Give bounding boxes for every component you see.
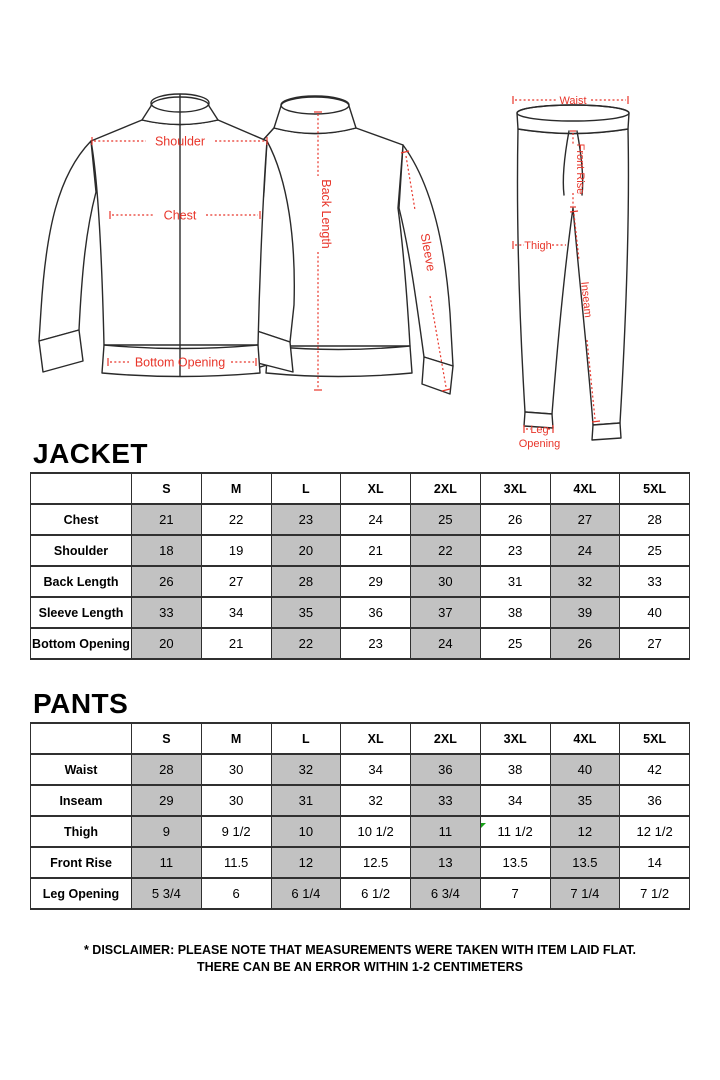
measurement-row xyxy=(31,847,690,878)
measurement-value-cell: 12.5 xyxy=(341,847,411,878)
measurement-value-cell: 11 xyxy=(411,816,481,847)
disclaimer-line-1: * DISCLAIMER: PLEASE NOTE THAT MEASUREMENTS WERE TAKEN WITH ITEM LAID FLAT. xyxy=(83,943,637,957)
measurement-row-label: Inseam xyxy=(31,785,132,816)
measurement-value-cell: 33 xyxy=(620,566,690,597)
disclaimer-line-2: THERE CAN BE AN ERROR WITHIN 1-2 CENTIMETERS xyxy=(197,960,523,974)
measurement-value-cell: 25 xyxy=(480,628,550,659)
measurement-value-cell: 42 xyxy=(620,754,690,785)
measurement-value-cell: 21 xyxy=(201,628,271,659)
measurement-row xyxy=(31,754,690,785)
front-left-sleeve xyxy=(39,141,96,341)
measurement-value-cell: 30 xyxy=(411,566,481,597)
measurement-row-label: Shoulder xyxy=(31,535,132,566)
measurement-value-cell: 26 xyxy=(480,504,550,535)
measurement-value-cell: 36 xyxy=(411,754,481,785)
measurement-row xyxy=(31,878,690,909)
measurement-row-label: Chest xyxy=(31,504,132,535)
corner-header-cell xyxy=(31,723,132,754)
measurement-value-cell: 24 xyxy=(550,535,620,566)
measurement-value-cell: 30 xyxy=(201,754,271,785)
measurement-value-cell: 29 xyxy=(132,785,202,816)
measurement-value-cell: 12 1/2 xyxy=(620,816,690,847)
shoulder-measure-label: Shoulder xyxy=(154,134,206,149)
measurement-row-label: Front Rise xyxy=(31,847,132,878)
measurement-value-cell: 12 xyxy=(550,816,620,847)
pants-section-title: PANTS xyxy=(33,688,129,719)
measurement-value-cell: 5 3/4 xyxy=(132,878,202,909)
measurement-row-label: Sleeve Length xyxy=(31,597,132,628)
measurement-value-cell: 35 xyxy=(271,597,341,628)
measurement-value-cell: 10 xyxy=(271,816,341,847)
measurement-value-cell: 12 xyxy=(271,847,341,878)
inseam-measure-label: Inseam xyxy=(578,281,594,319)
corner-header-cell xyxy=(31,473,132,504)
measurement-row xyxy=(31,566,690,597)
size-column-header: L xyxy=(271,723,341,754)
measurement-value-cell: 28 xyxy=(132,754,202,785)
size-column-header: 4XL xyxy=(550,473,620,504)
measurement-value-cell: 9 1/2 xyxy=(201,816,271,847)
measurement-value-cell: 7 1/2 xyxy=(620,878,690,909)
measurement-value-cell: 14 xyxy=(620,847,690,878)
size-column-header: 3XL xyxy=(480,473,550,504)
measurement-value-cell: 27 xyxy=(201,566,271,597)
measurement-value-cell: 11 xyxy=(132,847,202,878)
size-column-header: M xyxy=(201,473,271,504)
size-column-header: 4XL xyxy=(550,723,620,754)
measurement-value-cell: 28 xyxy=(271,566,341,597)
measurement-value-cell: 20 xyxy=(271,535,341,566)
measurement-value-cell: 13 xyxy=(411,847,481,878)
measurement-value-cell: 32 xyxy=(271,754,341,785)
leg-opening-label-line1: Leg xyxy=(530,424,549,436)
jacket-size-table xyxy=(30,472,690,660)
measurement-value-cell: 23 xyxy=(271,504,341,535)
measurement-value-cell: 38 xyxy=(480,597,550,628)
measurement-value-cell: 26 xyxy=(550,628,620,659)
measurement-value-cell: 40 xyxy=(620,597,690,628)
measurement-value-cell: 7 1/4 xyxy=(550,878,620,909)
measurement-row xyxy=(31,816,690,847)
waist-measure-label: Waist xyxy=(559,95,587,107)
measurement-value-cell: 10 1/2 xyxy=(341,816,411,847)
measurement-value-cell: 21 xyxy=(341,535,411,566)
measurement-row xyxy=(31,785,690,816)
disclaimer-text xyxy=(0,942,720,976)
back-length-measure-label: Back Length xyxy=(319,179,333,249)
measurement-value-cell: 6 xyxy=(201,878,271,909)
measurement-value-cell: 34 xyxy=(341,754,411,785)
green-artifact-marker xyxy=(481,823,486,828)
size-header-row xyxy=(31,723,690,754)
front-body xyxy=(91,120,267,345)
measurement-value-cell: 21 xyxy=(132,504,202,535)
measurement-value-cell: 24 xyxy=(411,628,481,659)
measurement-row-label: Back Length xyxy=(31,566,132,597)
size-column-header: 3XL xyxy=(480,723,550,754)
sleeve-measure-label: Sleeve xyxy=(417,232,439,273)
measurement-value-cell: 11.5 xyxy=(201,847,271,878)
measurement-value-cell: 31 xyxy=(480,566,550,597)
pants-diagram xyxy=(500,88,660,458)
measurement-value-cell: 6 1/4 xyxy=(271,878,341,909)
measurement-value-cell: 27 xyxy=(550,504,620,535)
chest-measure-label: Chest xyxy=(163,208,197,223)
measurement-value-cell: 22 xyxy=(271,628,341,659)
jacket-section-title: JACKET xyxy=(33,438,149,469)
measurement-value-cell: 24 xyxy=(341,504,411,535)
jacket-front-diagram xyxy=(38,80,303,390)
measurement-value-cell: 33 xyxy=(132,597,202,628)
measurement-value-cell: 32 xyxy=(341,785,411,816)
measurement-row-label: Bottom Opening xyxy=(31,628,132,659)
leg-opening-label-line2: Opening xyxy=(518,438,561,450)
measurement-value-cell: 6 1/2 xyxy=(341,878,411,909)
size-column-header: M xyxy=(201,723,271,754)
pants-right-cuff xyxy=(592,423,621,440)
measurement-value-cell: 27 xyxy=(620,628,690,659)
size-column-header: 5XL xyxy=(620,723,690,754)
pants-legs xyxy=(517,129,628,425)
measurement-value-cell: 20 xyxy=(132,628,202,659)
measurement-row xyxy=(31,504,690,535)
measurement-value-cell: 25 xyxy=(411,504,481,535)
measurement-row-label: Thigh xyxy=(31,816,132,847)
measurement-value-cell: 36 xyxy=(620,785,690,816)
size-column-header: S xyxy=(132,473,202,504)
measurement-row xyxy=(31,628,690,659)
measurement-value-cell: 32 xyxy=(550,566,620,597)
measurement-value-cell: 9 xyxy=(132,816,202,847)
measurement-value-cell: 13.5 xyxy=(480,847,550,878)
measurement-value-cell: 13.5 xyxy=(550,847,620,878)
measurement-value-cell: 33 xyxy=(411,785,481,816)
size-column-header: 2XL xyxy=(411,473,481,504)
measurement-value-cell: 39 xyxy=(550,597,620,628)
measurement-value-cell: 23 xyxy=(341,628,411,659)
thigh-measure-label: Thigh xyxy=(524,240,552,252)
measurement-value-cell: 34 xyxy=(480,785,550,816)
measurement-value-cell: 11 1/2 xyxy=(480,816,550,847)
measurement-value-cell: 22 xyxy=(411,535,481,566)
size-column-header: L xyxy=(271,473,341,504)
measurement-value-cell: 28 xyxy=(620,504,690,535)
measurement-value-cell: 36 xyxy=(341,597,411,628)
measurement-value-cell: 25 xyxy=(620,535,690,566)
measurement-value-cell: 6 3/4 xyxy=(411,878,481,909)
size-column-header: 2XL xyxy=(411,723,481,754)
measurement-row xyxy=(31,535,690,566)
size-column-header: 5XL xyxy=(620,473,690,504)
measurement-value-cell: 30 xyxy=(201,785,271,816)
measurement-value-cell: 18 xyxy=(132,535,202,566)
measurement-value-cell: 35 xyxy=(550,785,620,816)
measurement-value-cell: 31 xyxy=(271,785,341,816)
measurement-value-cell: 19 xyxy=(201,535,271,566)
measurement-value-cell: 23 xyxy=(480,535,550,566)
measurement-value-cell: 22 xyxy=(201,504,271,535)
measurement-value-cell: 7 xyxy=(480,878,550,909)
measurement-value-cell: 38 xyxy=(480,754,550,785)
measurement-value-cell: 37 xyxy=(411,597,481,628)
measurement-value-cell: 26 xyxy=(132,566,202,597)
measurement-value-cell: 40 xyxy=(550,754,620,785)
measurement-row-label: Waist xyxy=(31,754,132,785)
bottom-opening-measure-label: Bottom Opening xyxy=(134,355,226,370)
measurement-row xyxy=(31,597,690,628)
size-header-row xyxy=(31,473,690,504)
measurement-value-cell: 29 xyxy=(341,566,411,597)
pants-size-table xyxy=(30,722,690,910)
measurement-row-label: Leg Opening xyxy=(31,878,132,909)
size-column-header: XL xyxy=(341,723,411,754)
size-column-header: S xyxy=(132,723,202,754)
measurement-value-cell: 34 xyxy=(201,597,271,628)
size-column-header: XL xyxy=(341,473,411,504)
front-rise-measure-label: Front Rise xyxy=(574,143,586,195)
